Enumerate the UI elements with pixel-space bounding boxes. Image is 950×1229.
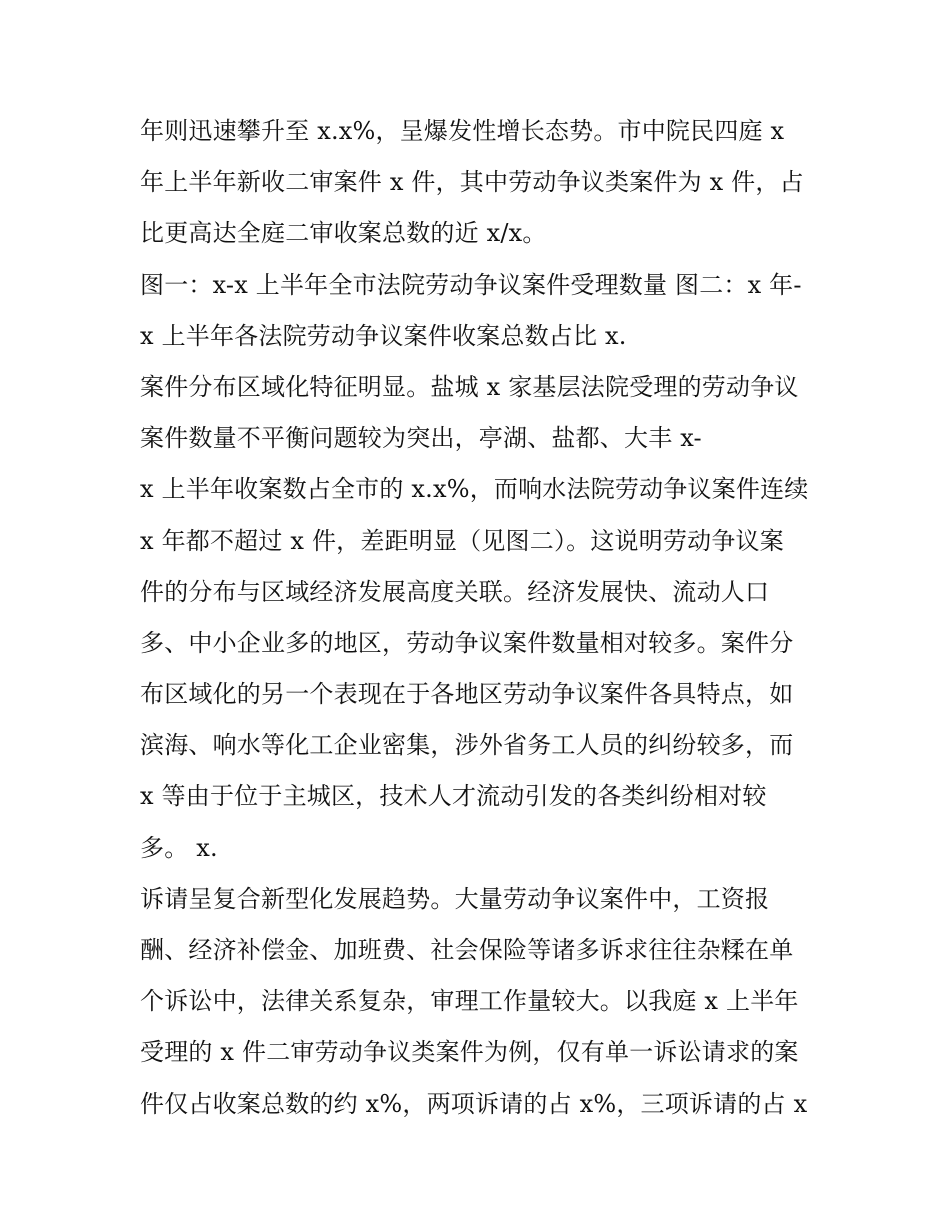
text-line: 滨海、响水等化工企业密集，涉外省务工人员的纠纷较多，而 <box>140 731 794 760</box>
figure-caption-line: 图一：x-x 上半年全市法院劳动争议案件受理数量 图二：x 年- <box>140 270 802 299</box>
text-line: x 年都不超过 x 件，差距明显（见图二）。这说明劳动争议案 <box>140 526 784 555</box>
text-line: 个诉讼中，法律关系复杂，审理工作量较大。以我庭 x 上半年 <box>140 987 799 1016</box>
figure-caption-line: x 上半年各法院劳动争议案件收案总数占比 x. <box>140 321 627 350</box>
text-line: x 上半年收案数占全市的 x.x%，而响水法院劳动争议案件连续 <box>140 475 809 504</box>
text-line: 件仅占收案总数的约 x%，两项诉请的占 x%，三项诉请的占 x <box>140 1089 808 1118</box>
text-line: 案件分布区域化特征明显。盐城 x 家基层法院受理的劳动争议 <box>140 372 799 401</box>
text-line: 诉请呈复合新型化发展趋势。大量劳动争议案件中，工资报 <box>140 884 770 913</box>
text-line: 酬、经济补偿金、加班费、社会保险等诸多诉求往往杂糅在单 <box>140 936 794 964</box>
text-line: 案件数量不平衡问题较为突出，亭湖、盐都、大丰 x- <box>140 424 702 453</box>
text-line: x 等由于位于主城区，技术人才流动引发的各类纠纷相对较 <box>140 782 767 811</box>
text-line: 多。 x. <box>140 833 218 862</box>
text-line: 比更高达全庭二审收案总数的近 x/x。 <box>140 219 547 248</box>
text-line: 多、中小企业多的地区，劳动争议案件数量相对较多。案件分 <box>140 628 794 657</box>
text-line: 年上半年新收二审案件 x 件，其中劳动争议类案件为 x 件，占 <box>140 168 804 197</box>
text-line: 年则迅速攀升至 x.x%，呈爆发性增长态势。市中院民四庭 x <box>140 117 785 145</box>
text-line: 布区域化的另一个表现在于各地区劳动争议案件各具特点，如 <box>140 680 794 709</box>
text-line: 件的分布与区域经济发展高度关联。经济发展快、流动人口 <box>140 577 770 606</box>
text-line: 受理的 x 件二审劳动争议类案件为例，仅有单一诉讼请求的案 <box>140 1038 799 1067</box>
document-body <box>140 106 820 1130</box>
